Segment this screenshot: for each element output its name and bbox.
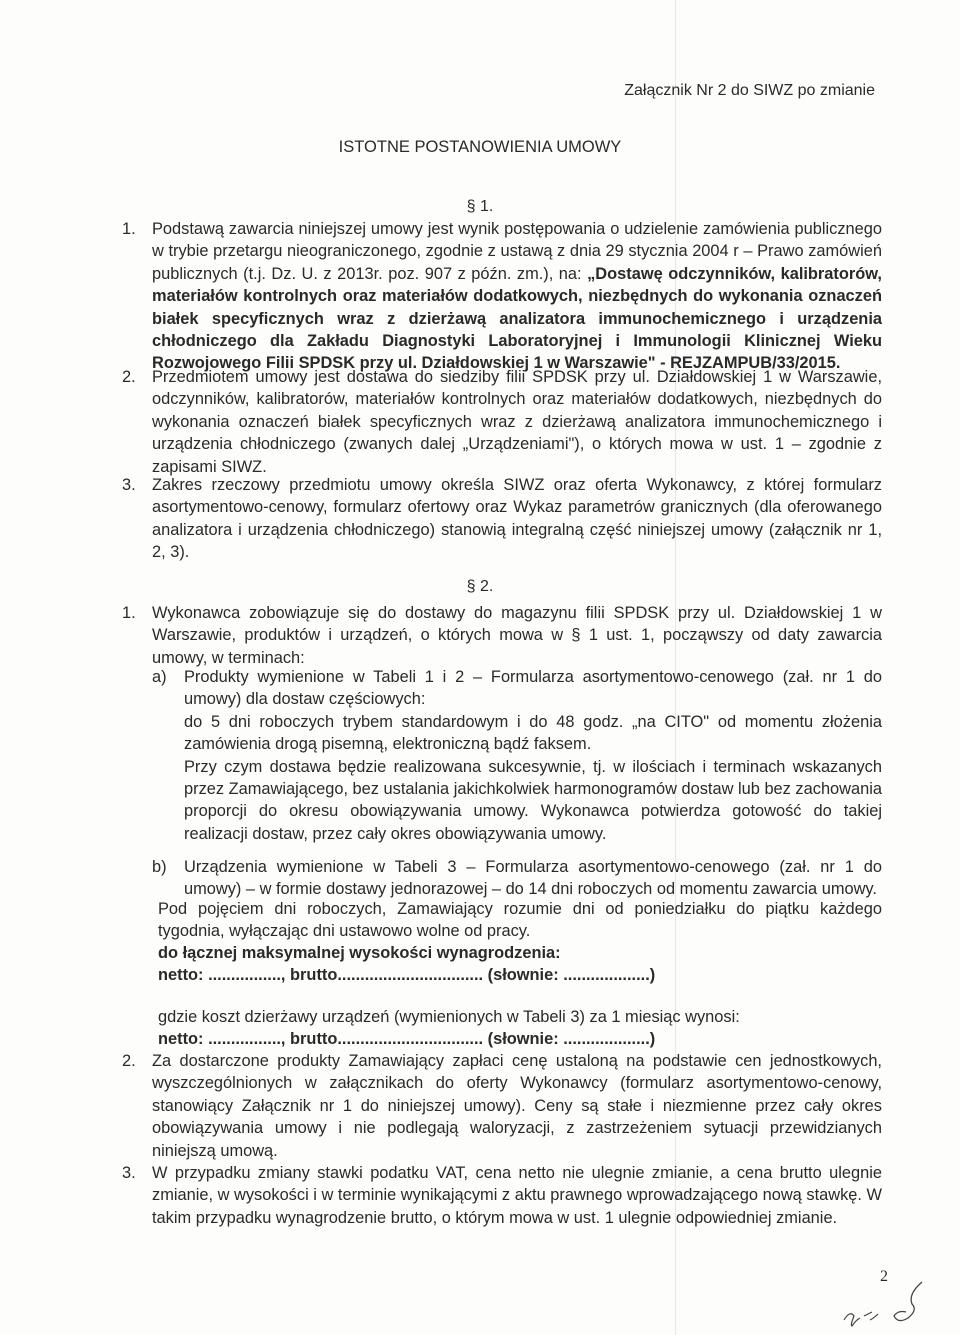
s2-p2-number: 2. bbox=[122, 1052, 136, 1070]
annex-label: Załącznik Nr 2 do SIWZ po zmianie bbox=[624, 82, 875, 99]
s2-paragraph-1 bbox=[122, 602, 882, 669]
netto-brutto-line-2: netto: ................, brutto................................ (słownie: ...................) bbox=[158, 1030, 656, 1048]
netto-brutto-line: netto: ................, brutto................................ (słownie: ...................) bbox=[158, 966, 656, 984]
s2-b-text: Urządzenia wymienione w Tabeli 3 – Formularza asortymentowo-cenowego (zał. nr 1 do umowy) – w formie dostawy jednorazowej – do 14 dni roboczych od momentu zawarcia umowy. bbox=[184, 858, 882, 899]
rent-cost-note: gdzie koszt dzierżawy urządzeń (wymienionych w Tabeli 3) za 1 miesiąc wynosi: bbox=[158, 1008, 740, 1026]
handwritten-signature bbox=[830, 1280, 940, 1332]
s1-paragraph-1 bbox=[122, 218, 882, 375]
max-remuneration-label: do łącznej maksymalnej wysokości wynagrodzenia: bbox=[158, 944, 561, 962]
s2-b-label: b) bbox=[152, 858, 167, 876]
s2-p2-text: Za dostarczone produkty Zamawiający zapłaci cenę ustaloną na podstawie cen jednostkowych, wyszczególnionych w załącznikach do oferty Wykonawcy (formularz asortymentowo-cenowy, stanowiący Załącznik nr 1 do niniejszej umowy). Ceny są stałe i niezmienne przez cały okres obowiązywania umowy i nie podlegają waloryzacji, z zastrzeżeniem sytuacji przewidzianych niniejszą umową. bbox=[152, 1052, 882, 1160]
s1-p2-number: 2. bbox=[122, 368, 136, 386]
s2-p1-text: Wykonawca zobowiązuje się do dostawy do magazynu filii SPDSK przy ul. Działdowskiej 1 w Warszawie, produktów i urządzeń, o których mowa w § 1 ust. 1, począwszy od daty zawarcia umowy, w terminach: bbox=[152, 604, 882, 667]
s2-paragraph-3 bbox=[122, 1162, 882, 1229]
s2-a-text-2: do 5 dni roboczych trybem standardowym i do 48 godz. „na CITO" od momentu złożenia zamówienia drogą pisemną, elektroniczną bądź faksem. bbox=[184, 712, 882, 754]
s1-paragraph-3 bbox=[122, 474, 882, 564]
section-1-heading: § 1. bbox=[466, 198, 494, 215]
s1-p1-number: 1. bbox=[122, 220, 136, 238]
s1-p2-text: Przedmiotem umowy jest dostawa do siedziby filii SPDSK przy ul. Działdowskiej 1 w Warszawie, odczynników, kalibratorów, materiałów kontrolnych oraz materiałów dodatkowych, niezbędnych do wykonania oznaczeń białek specyficznych wraz z dzierżawą analizatora immunochemicznego i urządzenia chłodniczego (zwanych dalej „Urządzeniami"), o których mowa w ust. 1 – zgodnie z zapisami SIWZ. bbox=[152, 368, 882, 476]
s2-item-b bbox=[152, 856, 882, 901]
section-2-heading: § 2. bbox=[466, 578, 494, 595]
s2-p1-number: 1. bbox=[122, 604, 136, 622]
s1-paragraph-2 bbox=[122, 366, 882, 478]
s2-p3-number: 3. bbox=[122, 1164, 136, 1182]
s2-p3-text: W przypadku zmiany stawki podatku VAT, cena netto nie ulegnie zmianie, a cena brutto ulegnie zmianie, w wysokości i w terminie wynikającymi z aktu prawnego wprowadzającego nową stawkę. W takim przypadku wynagrodzenie brutto, o którym mowa w ust. 1 ulegnie odpowiedniej zmianie. bbox=[152, 1164, 882, 1227]
working-days-note: Pod pojęciem dni roboczych, Zamawiający rozumie dni od poniedziałku do piątku każdego tygodnia, wyłączając dni ustawowo wolne od pracy. bbox=[158, 900, 882, 941]
page-number: 2 bbox=[880, 1268, 888, 1285]
s2-a-label: a) bbox=[152, 668, 167, 686]
s1-p3-text: Zakres rzeczowy przedmiotu umowy określa SIWZ oraz oferta Wykonawcy, z której formularz asortymentowo-cenowy, formularz ofertowy oraz Wykaz parametrów granicznych (dla oferowanego analizatora i urządzenia chłodniczego) stanowią integralną część niniejszej umowy (załącznik nr 1, 2, 3). bbox=[152, 476, 882, 562]
page-title: ISTOTNE POSTANOWIENIA UMOWY bbox=[338, 138, 622, 156]
s2-a-text: Produkty wymienione w Tabeli 1 i 2 – Formularza asortymentowo-cenowego (zał. nr 1 do umowy) dla dostaw częściowych: bbox=[184, 668, 882, 709]
s1-p3-number: 3. bbox=[122, 476, 136, 494]
s1-p1-bold-text: „Dostawę odczynników, kalibratorów, materiałów kontrolnych oraz materiałów dodatkowych, niezbędnych do wykonania oznaczeń białek specyficznych wraz z dzierżawą analizatora immunochemicznego i urządzenia chłodniczego dla Zakładu Diagnostyki Laboratoryjnej i Immunologii Klinicznej Wieku Rozwojowego Filii SPDSK przy ul. Działdowskiej 1 w Warszawie" - REJZAMPUB/33/2015. bbox=[152, 264, 882, 373]
s1-p1-text: Podstawą zawarcia niniejszej umowy jest wynik postępowania o udzielenie zamówienia publicznego w trybie przetargu nieograniczonego, zgodnie z ustawą z dnia 29 stycznia 2004 r – Prawo zamówień publicznych (t.j. Dz. U. z 2013r. poz. 907 z późn. zm.), na: bbox=[152, 220, 882, 283]
s2-item-a bbox=[152, 666, 882, 845]
s2-paragraph-2 bbox=[122, 1050, 882, 1162]
s2-a-text-3: Przy czym dostawa będzie realizowana sukcesywnie, tj. w ilościach i terminach wskazanych przez Zamawiającego, bez ustalania jakichkolwiek harmonogramów dostaw lub bez zachowania proporcji do okresu obowiązywania umowy. Wykonawca potwierdza gotowość do takiej realizacji dostaw, przez cały okres obowiązywania umowy. bbox=[184, 757, 882, 843]
